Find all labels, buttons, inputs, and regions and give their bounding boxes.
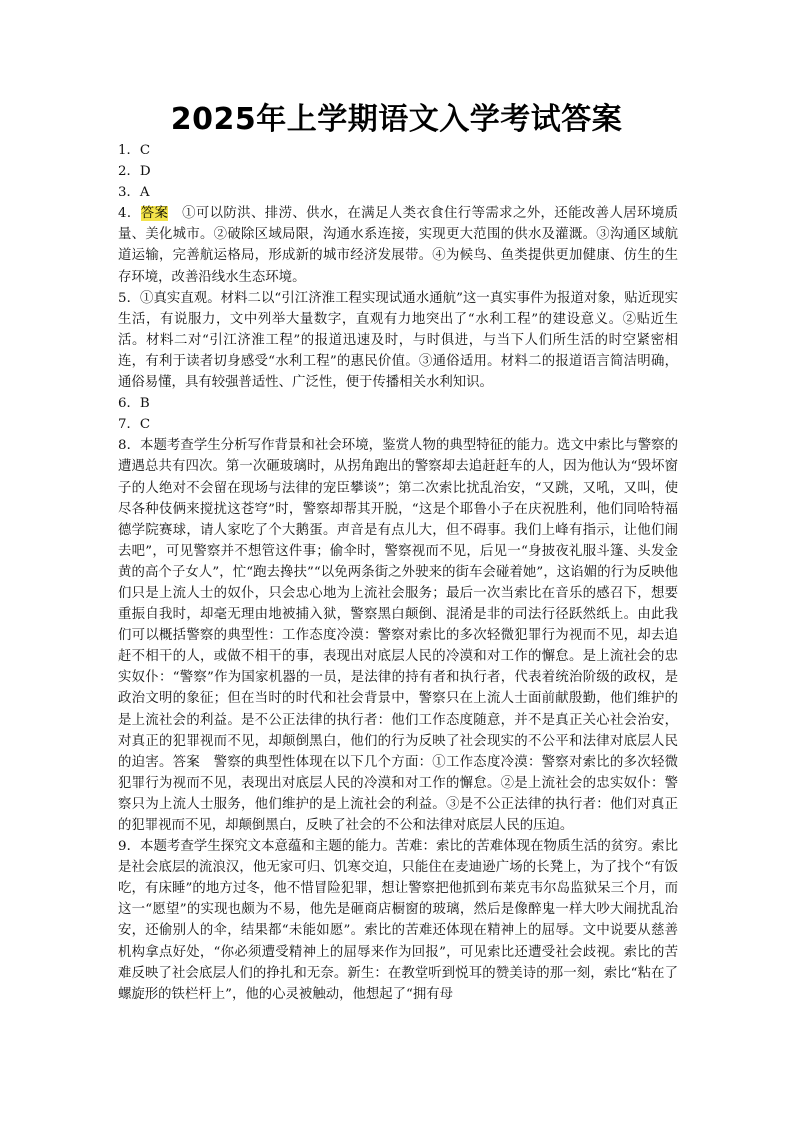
answer-item: 6．B [118, 396, 150, 412]
answer-text: ①可以防洪、排涝、供水，在满足人类衣食住行等需求之外，还能改善人居环境质量、美化城市。②破除区域局限，沟通水系连接，实现更大范围的供水及灌溉。③沟通区域航道运输，完善航运格局，形成新的城市经济发展带。④为候鸟、鱼类提供更加健康、仿生的生存环境，改善沿线水生态环境。 [118, 206, 678, 285]
answer-item: 2．D [118, 164, 151, 180]
answer-item: 5．①真实直观。材料二以“引江济淮工程实现试通水通航”这一真实事件为报道对象，贴近现实生活，有说服力，文中列举大量数字，直观有力地突出了“水利工程”的建设意义。②贴近生活。材料二对“引江济淮工程”的报道迅速及时，与时俱进，与当下人们所生活的时空紧密相连，有利于读者切身感受“水利工程”的惠民价值。③通俗适用。材料二的报道语言简洁明确，通俗易懂，具有较强普适性、广泛性，便于传播相关水利知识。 [118, 290, 678, 391]
answer-item: 8．本题考查学生分析写作背景和社会环境，鉴赏人物的典型特征的能力。选文中索比与警察的遭遇总共有四次。第一次砸玻璃时，从拐角跑出的警察却去追赶赶车的人，因为他认为“毁坏窗子的人绝对不会留在现场与法律的宠臣攀谈”；第二次索比扰乱治安，“又跳，又吼，又叫，使尽各种伎俩来搅扰这苍穹”时，警察却帮其开脱，“这是个耶鲁小子在庆祝胜利，他们同哈特福德学院赛球，请人家吃了个大鹅蛋。声音是有点儿大，但不碍事。我们上峰有指示，让他们闹去吧”，可见警察并不想管这件事；偷伞时，警察视而不见，后见一“身披夜礼服斗篷、头发金黄的高个子女人”，忙“跑去搀扶”“以免两条街之外驶来的街车会碰着她”，这谄媚的行为反映他们只是上流人士的奴仆，只会忠心地为上流社会服务；最后一次当索比在音乐的感召下，想要重振自我时，却毫无理由地被捕入狱，警察黑白颠倒、混淆是非的司法行径跃然纸上。由此我们可以概括警察的典型性：工作态度冷漠：警察对索比的多次轻微犯罪行为视而不见，却去追赶不相干的人，或做不相干的事，表现出对底层人民的冷漠和对工作的懈怠。是上流社会的忠实奴仆：“警察”作为国家机器的一员，是法律的持有者和执行者，代表着统治阶级的政权，是政治文明的象征；但在当时的时代和社会背景中，警察只在上流人士面前献殷勤，他们维护的是上流社会的利益。是不公正法律的执行者：他们工作态度随意，并不是真正关心社会治安，对真正的犯罪视而不见，却颠倒黑白，他们的行为反映了社会现实的不公平和法律对底层人民的迫害。答案 警察的典型性体现在以下几个方面：①工作态度冷漠：警察对索比的多次轻微犯罪行为视而不见，表现出对底层人民的冷漠和对工作的懈怠。②是上流社会的忠实奴仆：警察只为上流人士服务，他们维护的是上流社会的利益。③是不公正法律的执行者：他们对真正的犯罪视而不见，却颠倒黑白，反映了社会的不公和法律对底层人民的压迫。 [118, 438, 678, 833]
answer-item: 3．A [118, 185, 150, 201]
document-title: 2025年上学期语文入学考试答案 [170, 102, 623, 137]
answer-item: 9．本题考查学生探究文本意蕴和主题的能力。苦难：索比的苦难体现在物质生活的贫穷。索比是社会底层的流浪汉，他无家可归、饥寒交迫，只能住在麦迪逊广场的长凳上，为了找个“有饭吃，有床睡”的地方过冬，他不惜冒险犯罪，想让警察把他抓到布莱克韦尔岛监狱呆三个月，而这一“愿望”的实现也颇为不易，他先是砸商店橱窗的玻璃，然后是像醉鬼一样大吵大闹扰乱治安，还偷别人的伞，结果都“未能如愿”。索比的苦难还体现在精神上的屈辱。文中说要从慈善机构拿点好处，“你必须遭受精神上的屈辱来作为回报”，可见索比还遭受社会歧视。索比的苦难反映了社会底层人们的挣扎和无奈。新生：在教堂听到悦耳的赞美诗的那一刻，索比“粘在了螺旋形的铁栏杆上”，他的心灵被触动，他想起了“拥有母 [118, 839, 678, 1002]
answer-item: 1．C [118, 143, 151, 158]
answer-highlight-tag: 答案 [140, 206, 169, 222]
answer-item: 7．C [118, 417, 151, 433]
answer-number: 4． [118, 206, 141, 222]
answer-list [118, 140, 678, 1005]
answer-item [118, 203, 678, 287]
